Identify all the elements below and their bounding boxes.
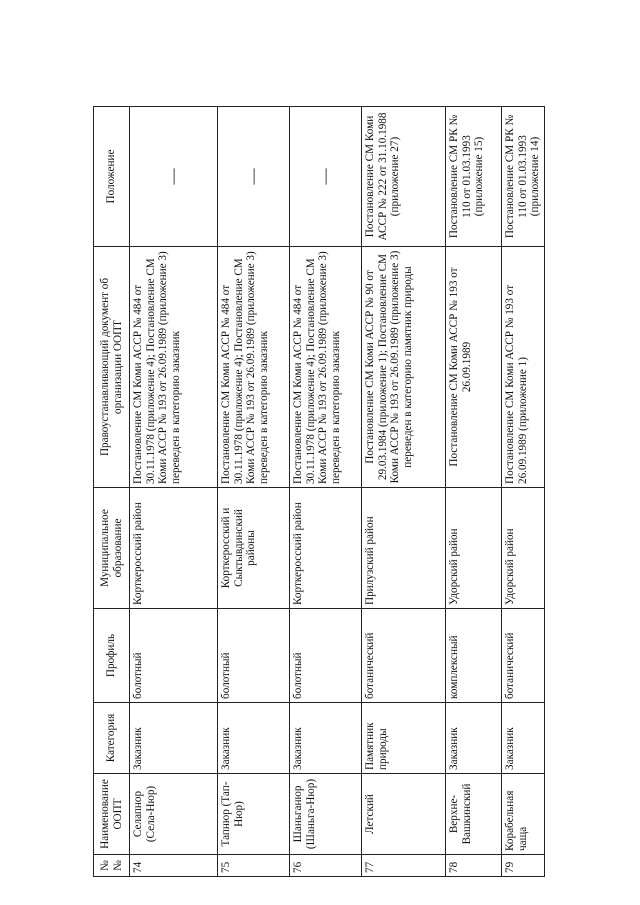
- header-regulation: Положение: [94, 107, 130, 247]
- cell-municipality: Корткеросский и Сыктывдинский районы: [218, 488, 290, 609]
- cell-profile: болотный: [290, 609, 362, 703]
- cell-profile: ботанический: [362, 609, 446, 703]
- header-category: Категория: [94, 703, 130, 774]
- rotated-table-container: [93, 107, 544, 877]
- cell-document: Постановление СМ Коми АССР № 484 от 30.11.1978 (приложение 4); Постановление СМ Коми АССР № 193 от 26.09.1989 (приложение 3) переведен в категорию заказник: [130, 247, 218, 488]
- cell-regulation: Постановление СМ РК № 110 от 01.03.1993 (приложение 14): [502, 107, 545, 247]
- table-row: [290, 107, 362, 877]
- cell-category: Заказник: [290, 703, 362, 774]
- cell-profile: ботанический: [502, 609, 545, 703]
- table-row: [218, 107, 290, 877]
- cell-name: Корабельная чаща: [502, 774, 545, 855]
- cell-num: 74: [130, 855, 218, 877]
- table-row: [446, 107, 502, 877]
- cell-document: Постановление СМ Коми АССР № 193 от 26.09.1989 (приложение 1): [502, 247, 545, 488]
- cell-municipality: Удорский район: [502, 488, 545, 609]
- cell-category: Заказник: [502, 703, 545, 774]
- cell-name: Тапнюр (Тап-Нюр): [218, 774, 290, 855]
- header-municipality: Муниципальное образование: [94, 488, 130, 609]
- table-row: [362, 107, 446, 877]
- header-profile: Профиль: [94, 609, 130, 703]
- cell-num: 77: [362, 855, 446, 877]
- cell-category: Памятник природы: [362, 703, 446, 774]
- cell-municipality: Корткеросский район: [130, 488, 218, 609]
- cell-profile: болотный: [218, 609, 290, 703]
- table-row: [502, 107, 545, 877]
- cell-regulation: —: [130, 107, 218, 247]
- cell-name: Селапнор (Села-Нюр): [130, 774, 218, 855]
- cell-municipality: Удорский район: [446, 488, 502, 609]
- cell-regulation: Постановление СМ Коми АССР № 222 от 31.10.1988 (приложение 27): [362, 107, 446, 247]
- protected-areas-table: [93, 106, 545, 877]
- cell-municipality: Прилузский район: [362, 488, 446, 609]
- cell-category: Заказник: [130, 703, 218, 774]
- cell-regulation: Постановление СМ РК № 110 от 01.03.1993 (приложение 15): [446, 107, 502, 247]
- cell-category: Заказник: [218, 703, 290, 774]
- cell-document: Постановление СМ Коми АССР № 484 от 30.11.1978 (приложение 4); Постановление СМ Коми АССР № 193 от 26.09.1989 (приложение 3) переведен в категорию заказник: [218, 247, 290, 488]
- cell-regulation: —: [218, 107, 290, 247]
- cell-name: Шаньганюр (Шаньга-Нюр): [290, 774, 362, 855]
- cell-num: 79: [502, 855, 545, 877]
- cell-num: 78: [446, 855, 502, 877]
- cell-profile: болотный: [130, 609, 218, 703]
- cell-document: Постановление СМ Коми АССР № 484 от 30.11.1978 (приложение 4); Постановление СМ Коми АССР № 193 от 26.09.1989 (приложение 3) переведен в категорию заказник: [290, 247, 362, 488]
- header-num: № №: [94, 855, 130, 877]
- cell-num: 75: [218, 855, 290, 877]
- cell-name: Летский: [362, 774, 446, 855]
- header-document: Правоустанавливающий документ об организации ООПТ: [94, 247, 130, 488]
- cell-document: Постановление СМ Коми АССР № 90 от 29.03.1984 (приложение 1); Постановление СМ Коми АССР № 193 от 26.09.1989 (приложение 3) переведен в категорию памятник природы: [362, 247, 446, 488]
- cell-document: Постановление СМ Коми АССР № 193 от 26.09.1989: [446, 247, 502, 488]
- table-row: [130, 107, 218, 877]
- table-header-row: [94, 107, 130, 877]
- cell-name: Верхне-Вашкинский: [446, 774, 502, 855]
- cell-municipality: Корткеросский район: [290, 488, 362, 609]
- cell-category: Заказник: [446, 703, 502, 774]
- cell-num: 76: [290, 855, 362, 877]
- cell-profile: комплексный: [446, 609, 502, 703]
- cell-regulation: —: [290, 107, 362, 247]
- header-name: Наименование ООПТ: [94, 774, 130, 855]
